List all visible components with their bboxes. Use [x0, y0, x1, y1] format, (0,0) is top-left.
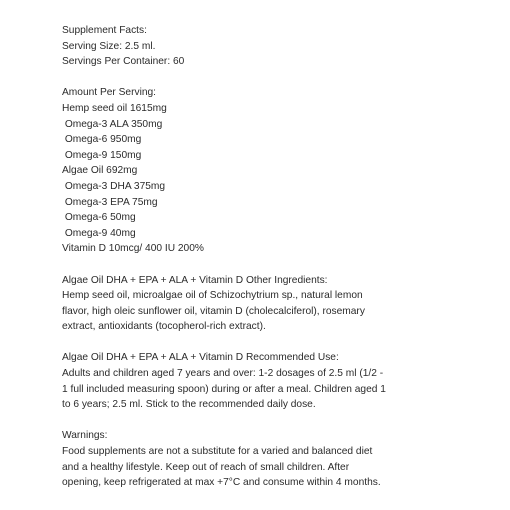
- nutrient-item: Vitamin D 10mcg/ 400 IU 200%: [62, 243, 204, 255]
- warnings-text-line: and a healthy lifestyle. Keep out of reach of small children. After: [62, 461, 350, 473]
- recommended-use-heading: Algae Oil DHA + EPA + ALA + Vitamin D Recommended Use:: [62, 352, 339, 364]
- serving-size: Serving Size: 2.5 ml.: [62, 40, 156, 52]
- ingredients-section: [62, 273, 502, 335]
- nutrient-item: Hemp seed oil 1615mg: [62, 102, 167, 114]
- ingredients-text-line: extract, antioxidants (tocopherol-rich extract).: [62, 321, 266, 333]
- ingredients-text-line: flavor, high oleic sunflower oil, vitamin D (cholecalciferol), rosemary: [62, 305, 365, 317]
- warnings-heading: Warnings:: [62, 430, 108, 442]
- recommended-use-section: [62, 350, 502, 412]
- nutrient-item: Omega-9 40mg: [62, 227, 136, 239]
- recommended-use-text-line: to 6 years; 2.5 ml. Stick to the recommended daily dose.: [62, 399, 316, 411]
- nutrient-item: Algae Oil 692mg: [62, 165, 138, 177]
- nutrient-item: Omega-3 EPA 75mg: [62, 196, 158, 208]
- recommended-use-text-line: Adults and children aged 7 years and over: 1-2 dosages of 2.5 ml (1/2 -: [62, 368, 384, 380]
- facts-section: [62, 23, 502, 70]
- recommended-use-text-line: 1 full included measuring spoon) during or after a meal. Children aged 1: [62, 383, 386, 395]
- amount-section: [62, 85, 502, 257]
- supplement-facts-document: [62, 23, 502, 491]
- spacer: [62, 413, 502, 429]
- nutrient-item: Omega-3 ALA 350mg: [62, 118, 163, 130]
- warnings-text-line: opening, keep refrigerated at max +7°C and consume within 4 months.: [62, 477, 381, 489]
- facts-title: Supplement Facts:: [62, 25, 147, 36]
- nutrient-item: Omega-6 950mg: [62, 134, 142, 146]
- spacer: [62, 257, 502, 273]
- servings-per-container: Servings Per Container: 60: [62, 56, 185, 68]
- ingredients-heading: Algae Oil DHA + EPA + ALA + Vitamin D Other Ingredients:: [62, 274, 328, 286]
- spacer: [62, 70, 502, 86]
- warnings-text-line: Food supplements are not a substitute for a varied and balanced diet: [62, 446, 373, 458]
- amount-heading: Amount Per Serving:: [62, 87, 156, 99]
- warnings-section: [62, 428, 502, 490]
- nutrient-item: Omega-9 150mg: [62, 149, 142, 161]
- nutrient-item: Omega-3 DHA 375mg: [62, 180, 166, 192]
- nutrient-item: Omega-6 50mg: [62, 212, 136, 224]
- ingredients-text-line: Hemp seed oil, microalgae oil of Schizochytrium sp., natural lemon: [62, 290, 363, 302]
- spacer: [62, 335, 502, 351]
